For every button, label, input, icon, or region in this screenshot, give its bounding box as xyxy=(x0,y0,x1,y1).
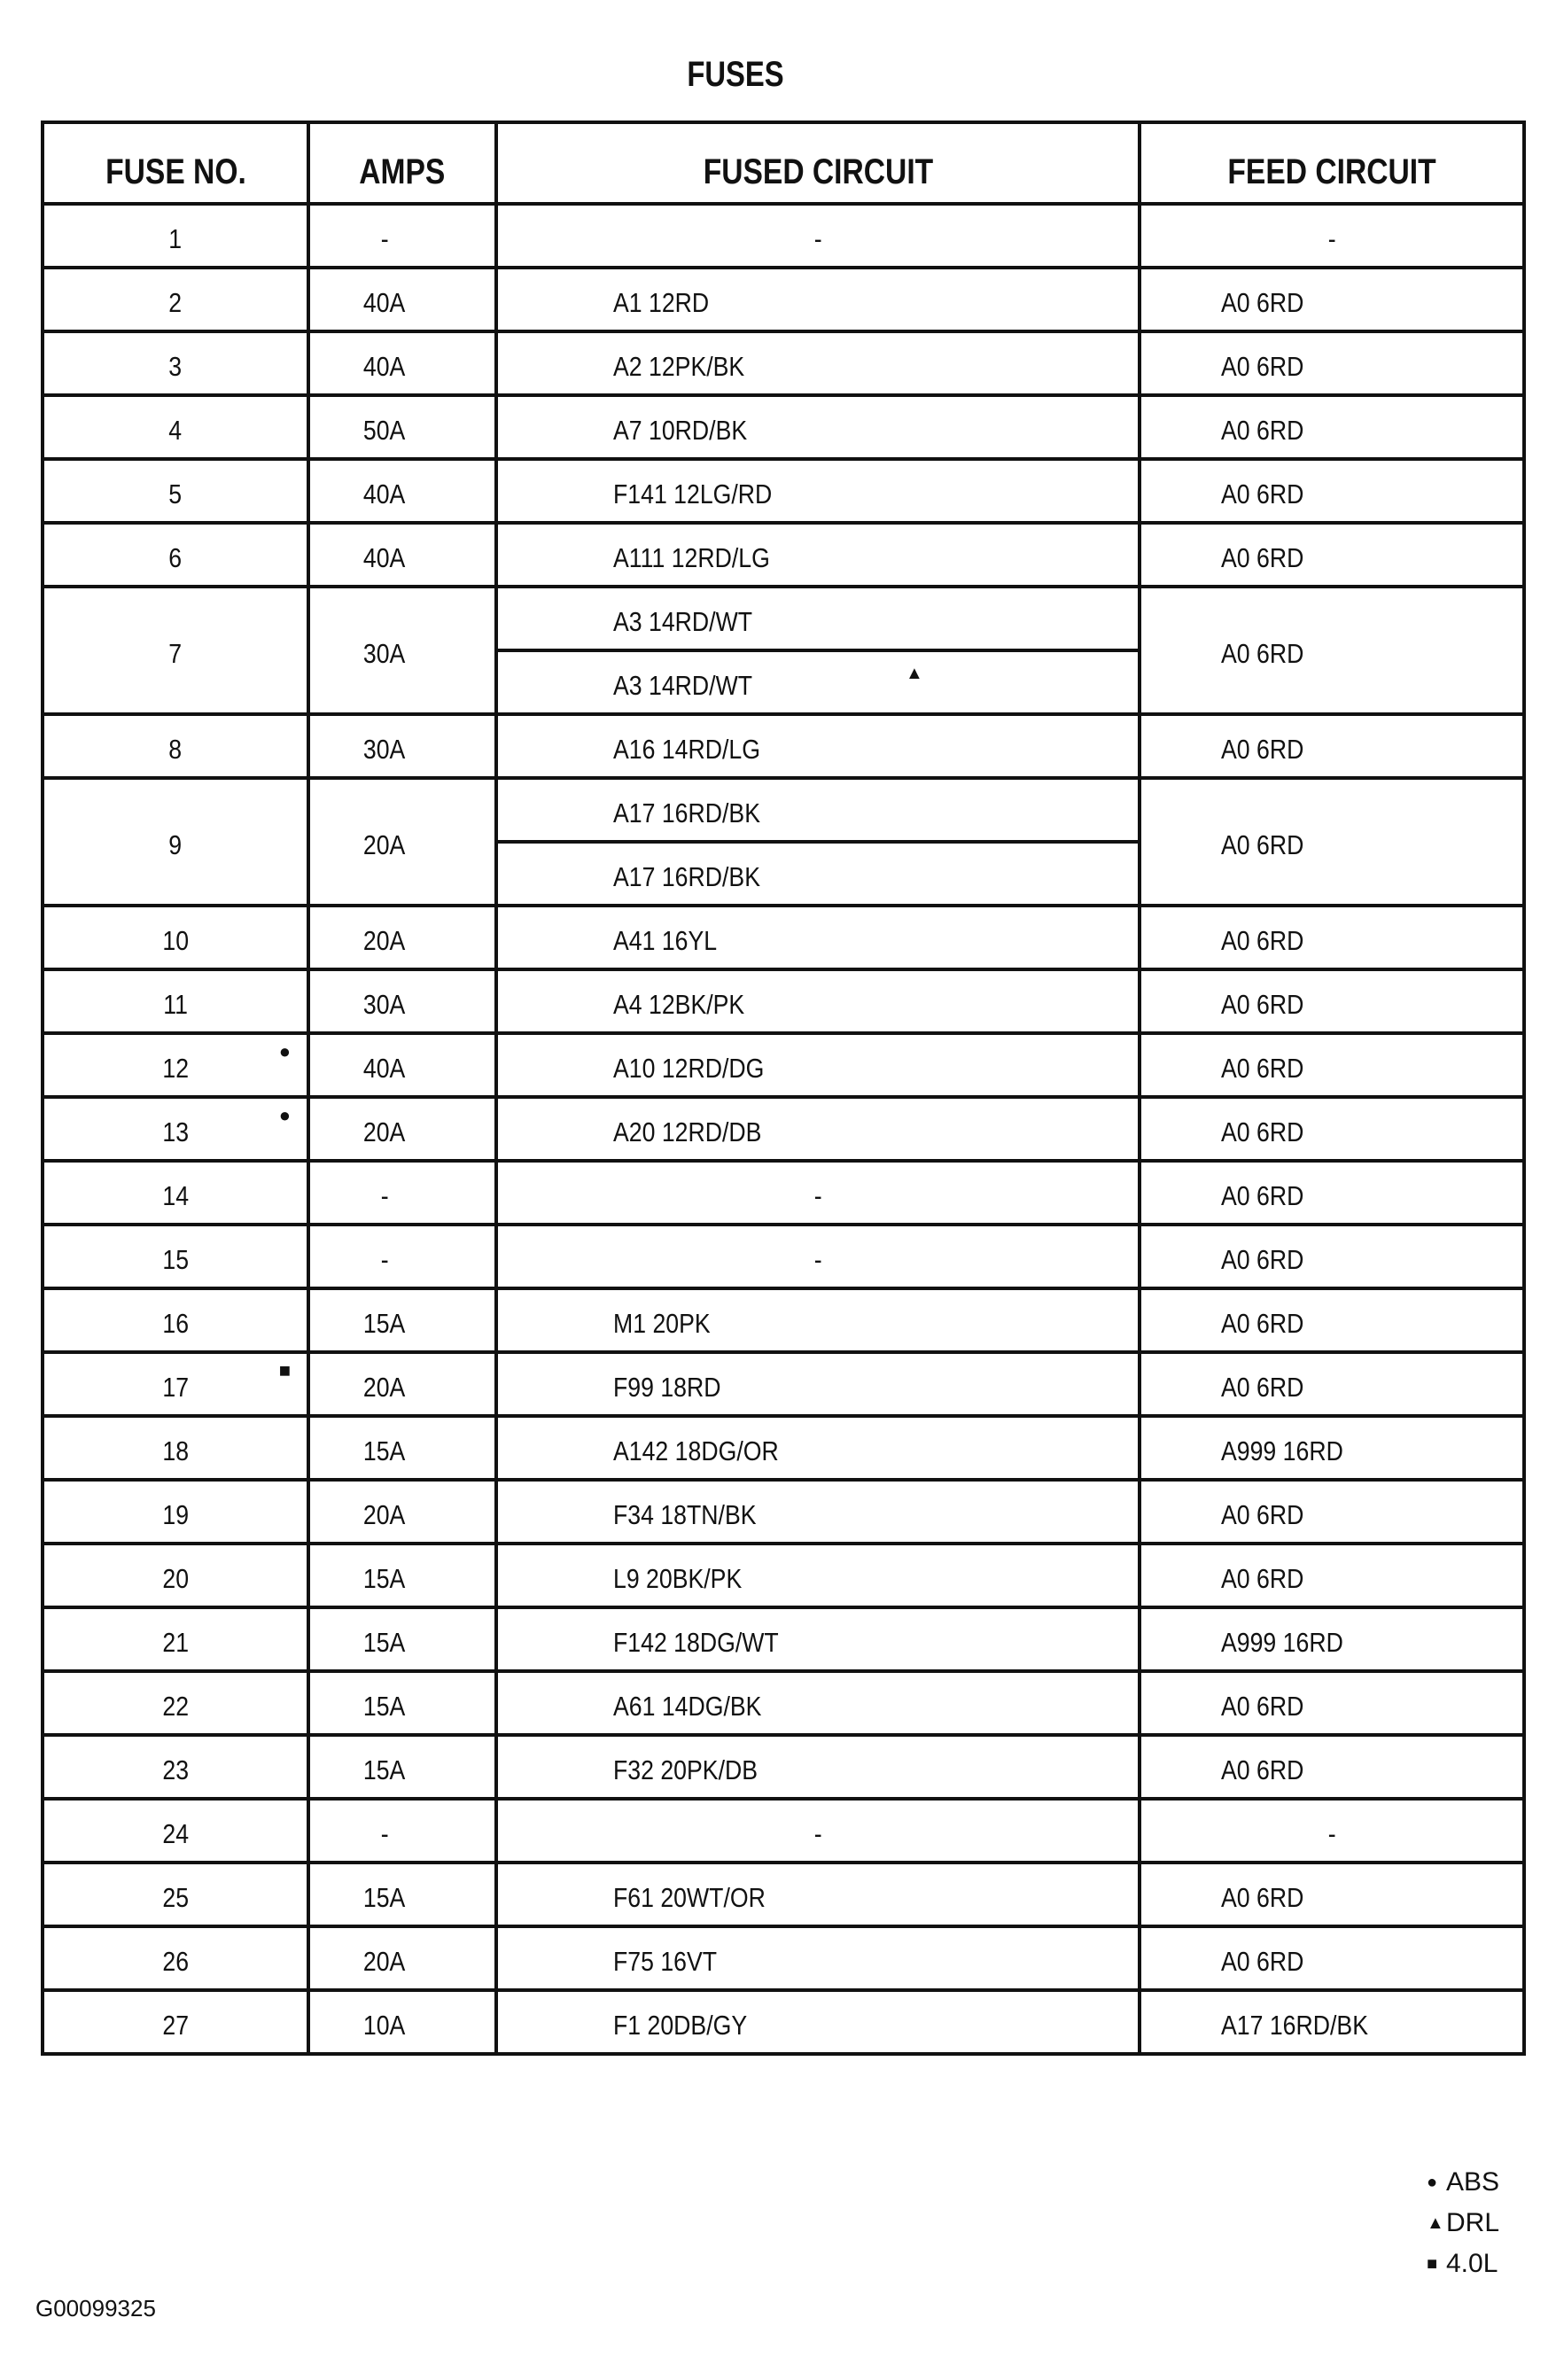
fused-circuit: A4 12BK/PK xyxy=(613,989,745,1020)
fused-circuit: F142 18DG/WT xyxy=(613,1627,779,1658)
amps-cell xyxy=(308,714,496,778)
fused-circuit: F99 18RD xyxy=(613,1372,721,1403)
amps-value: 50A xyxy=(363,415,406,446)
fused-circuit: A16 14RD/LG xyxy=(613,734,760,765)
feed-circuit-cell xyxy=(1140,1161,1524,1225)
amps-value: 20A xyxy=(363,1499,406,1530)
feed-circuit: A17 16RD/BK xyxy=(1221,2010,1368,2041)
fuse-number: 1 xyxy=(168,223,183,254)
amps-value: 30A xyxy=(363,734,406,765)
amps-value: 15A xyxy=(363,1308,406,1339)
fused-circuit: A3 14RD/WT xyxy=(613,606,753,637)
fuse-number-cell xyxy=(43,1544,308,1607)
feed-circuit: A0 6RD xyxy=(1221,478,1304,509)
fuse-number: 24 xyxy=(162,1818,189,1849)
fused-circuit-cell xyxy=(496,1161,1140,1225)
fused-circuit-cell xyxy=(496,1671,1140,1735)
fused-circuit: M1 20PK xyxy=(613,1308,711,1339)
amps-value: 15A xyxy=(363,1627,406,1658)
dot-icon: ● xyxy=(278,1104,291,1126)
fuse-number-cell xyxy=(43,331,308,395)
amps-cell xyxy=(308,268,496,331)
amps-value: 30A xyxy=(363,638,406,669)
fuse-number: 10 xyxy=(162,925,189,956)
header-feed-circuit: FEED CIRCUIT xyxy=(1140,122,1524,204)
figure-code: G00099325 xyxy=(35,2295,156,2322)
fuse-number: 6 xyxy=(168,542,183,573)
table-row xyxy=(43,1352,1524,1416)
amps-cell xyxy=(308,1671,496,1735)
fuse-number-cell xyxy=(43,1480,308,1544)
fused-circuit: F32 20PK/DB xyxy=(613,1754,759,1785)
fuse-number-cell xyxy=(43,204,308,268)
amps-value: 15A xyxy=(363,1754,406,1785)
amps-value: 15A xyxy=(363,1691,406,1722)
dot-icon: ● xyxy=(1427,2173,1438,2192)
fused-circuit-cell xyxy=(496,587,1140,650)
amps-cell xyxy=(308,587,496,714)
fuse-number-cell xyxy=(43,1097,308,1161)
fuse-number: 21 xyxy=(162,1627,189,1658)
amps-value: 15A xyxy=(363,1435,406,1466)
feed-circuit-cell xyxy=(1140,1863,1524,1926)
fuse-number-cell xyxy=(43,587,308,714)
fused-circuit-cell xyxy=(496,1416,1140,1480)
legend xyxy=(1427,2162,1533,2284)
fused-circuit-cell xyxy=(496,1225,1140,1288)
table-row xyxy=(43,1544,1524,1607)
fuse-number: 23 xyxy=(162,1754,189,1785)
fuse-number: 13 xyxy=(162,1116,189,1147)
feed-circuit: A0 6RD xyxy=(1221,415,1304,446)
header-fused-circuit: FUSED CIRCUIT xyxy=(496,122,1140,204)
fused-circuit-cell xyxy=(496,395,1140,459)
triangle-icon: ▲ xyxy=(1427,2213,1444,2233)
fuse-number-cell xyxy=(43,459,308,523)
fuse-number: 8 xyxy=(168,734,183,765)
fuse-number-cell xyxy=(43,395,308,459)
feed-circuit-cell xyxy=(1140,1799,1524,1863)
fused-circuit-cell xyxy=(496,1990,1140,2054)
amps-cell xyxy=(308,1480,496,1544)
amps-cell xyxy=(308,1416,496,1480)
amps-cell xyxy=(308,778,496,906)
table-row xyxy=(43,1799,1524,1863)
fuse-number-cell xyxy=(43,1799,308,1863)
table-row xyxy=(43,1288,1524,1352)
table-row xyxy=(43,1033,1524,1097)
table-row xyxy=(43,1863,1524,1926)
feed-circuit-cell xyxy=(1140,204,1524,268)
fuse-number-cell xyxy=(43,1607,308,1671)
feed-circuit: A0 6RD xyxy=(1221,1308,1304,1339)
fused-circuit-cell xyxy=(496,714,1140,778)
fused-circuit-cell xyxy=(496,1926,1140,1990)
feed-circuit-cell xyxy=(1140,1033,1524,1097)
fuse-number-cell xyxy=(43,1352,308,1416)
amps-cell xyxy=(308,1033,496,1097)
fused-circuit-cell xyxy=(496,459,1140,523)
fuse-number-cell xyxy=(43,1225,308,1288)
table-row xyxy=(43,906,1524,969)
fused-circuit: A142 18DG/OR xyxy=(613,1435,779,1466)
feed-circuit-cell xyxy=(1140,1480,1524,1544)
fuse-number: 16 xyxy=(162,1308,189,1339)
amps-cell xyxy=(308,1352,496,1416)
table-row xyxy=(43,204,1524,268)
fused-circuit-cell xyxy=(496,331,1140,395)
amps-cell xyxy=(308,204,496,268)
square-icon: ■ xyxy=(1427,2254,1438,2274)
feed-circuit-cell xyxy=(1140,1225,1524,1288)
fused-circuit: A20 12RD/DB xyxy=(613,1116,762,1147)
table-header-row xyxy=(43,122,1524,204)
amps-value: - xyxy=(380,223,389,254)
feed-circuit: A0 6RD xyxy=(1221,287,1304,318)
table-row xyxy=(43,587,1524,650)
amps-value: 15A xyxy=(363,1563,406,1594)
fuse-number: 11 xyxy=(163,989,188,1020)
fused-circuit: - xyxy=(813,223,822,254)
fuse-number: 15 xyxy=(162,1244,189,1275)
feed-circuit: A0 6RD xyxy=(1221,1882,1304,1913)
legend-item-4-0l: ■ 4.0L xyxy=(1427,2244,1533,2284)
fused-circuit: A61 14DG/BK xyxy=(613,1691,762,1722)
feed-circuit-cell xyxy=(1140,1926,1524,1990)
amps-cell xyxy=(308,1288,496,1352)
fused-circuit: A17 16RD/BK xyxy=(613,861,760,892)
amps-value: 15A xyxy=(363,1882,406,1913)
fused-circuit-cell xyxy=(496,1097,1140,1161)
fused-circuit-cell xyxy=(496,204,1140,268)
amps-value: 10A xyxy=(363,2010,406,2041)
amps-value: 40A xyxy=(363,1053,406,1084)
feed-circuit-cell xyxy=(1140,395,1524,459)
header-amps: AMPS xyxy=(308,122,496,204)
amps-value: 20A xyxy=(363,1372,406,1403)
fused-circuit-cell xyxy=(496,1033,1140,1097)
fuse-number: 5 xyxy=(168,478,183,509)
fuse-number-cell xyxy=(43,1671,308,1735)
fused-circuit-cell xyxy=(496,842,1140,906)
feed-circuit: A0 6RD xyxy=(1221,351,1304,382)
legend-item-drl: ▲DRL xyxy=(1427,2203,1533,2244)
fuse-number: 20 xyxy=(162,1563,189,1594)
fuse-number: 9 xyxy=(168,829,183,860)
fused-circuit: A2 12PK/BK xyxy=(613,351,745,382)
fuse-number: 3 xyxy=(168,351,183,382)
amps-cell xyxy=(308,1544,496,1607)
feed-circuit: A0 6RD xyxy=(1221,1946,1304,1977)
amps-value: 40A xyxy=(363,542,406,573)
feed-circuit-cell xyxy=(1140,523,1524,587)
fused-circuit: A41 16YL xyxy=(613,925,718,956)
feed-circuit-cell xyxy=(1140,268,1524,331)
table-row xyxy=(43,778,1524,842)
feed-circuit: A0 6RD xyxy=(1221,1116,1304,1147)
fused-circuit-cell xyxy=(496,1735,1140,1799)
fuse-number: 26 xyxy=(162,1946,189,1977)
amps-cell xyxy=(308,1607,496,1671)
fuse-number-cell xyxy=(43,1990,308,2054)
feed-circuit-cell xyxy=(1140,1544,1524,1607)
feed-circuit: A0 6RD xyxy=(1221,1691,1304,1722)
amps-value: 20A xyxy=(363,1946,406,1977)
table-row xyxy=(43,1225,1524,1288)
feed-circuit: A999 16RD xyxy=(1221,1627,1343,1658)
table-row xyxy=(43,714,1524,778)
amps-cell xyxy=(308,1799,496,1863)
fused-circuit-cell xyxy=(496,1480,1140,1544)
fused-circuit-cell xyxy=(496,969,1140,1033)
table-row xyxy=(43,1735,1524,1799)
fused-circuit: A1 12RD xyxy=(613,287,710,318)
feed-circuit: A0 6RD xyxy=(1221,638,1304,669)
amps-value: 20A xyxy=(363,829,406,860)
fused-circuit-cell xyxy=(496,1799,1140,1863)
amps-value: 40A xyxy=(363,478,406,509)
feed-circuit: - xyxy=(1327,1818,1336,1849)
table-row xyxy=(43,1097,1524,1161)
table-row xyxy=(43,1480,1524,1544)
feed-circuit: A0 6RD xyxy=(1221,1180,1304,1211)
feed-circuit: A0 6RD xyxy=(1221,1372,1304,1403)
fused-circuit: A10 12RD/DG xyxy=(613,1053,765,1084)
dot-icon: ● xyxy=(278,1040,291,1062)
fuse-number-cell xyxy=(43,1288,308,1352)
feed-circuit-cell xyxy=(1140,1097,1524,1161)
table-row xyxy=(43,1671,1524,1735)
table-row xyxy=(43,395,1524,459)
table-row xyxy=(43,1607,1524,1671)
fuse-number: 12 xyxy=(162,1053,189,1084)
feed-circuit-cell xyxy=(1140,1607,1524,1671)
feed-circuit-cell xyxy=(1140,459,1524,523)
fused-circuit: - xyxy=(813,1180,822,1211)
fused-circuit-cell xyxy=(496,906,1140,969)
feed-circuit-cell xyxy=(1140,1990,1524,2054)
amps-cell xyxy=(308,1161,496,1225)
feed-circuit-cell xyxy=(1140,714,1524,778)
fuse-number: 17 xyxy=(162,1372,189,1403)
fuse-number-cell xyxy=(43,1161,308,1225)
feed-circuit-cell xyxy=(1140,1416,1524,1480)
fused-circuit: - xyxy=(813,1244,822,1275)
fuses-table-body xyxy=(43,204,1524,2054)
amps-cell xyxy=(308,459,496,523)
feed-circuit: A0 6RD xyxy=(1221,829,1304,860)
amps-cell xyxy=(308,1863,496,1926)
fused-circuit-cell xyxy=(496,1352,1140,1416)
fused-circuit: F61 20WT/OR xyxy=(613,1882,766,1913)
amps-cell xyxy=(308,395,496,459)
feed-circuit-cell xyxy=(1140,969,1524,1033)
fuse-number-cell xyxy=(43,778,308,906)
feed-circuit: A0 6RD xyxy=(1221,989,1304,1020)
fuse-number-cell xyxy=(43,1735,308,1799)
fuse-number-cell xyxy=(43,1863,308,1926)
fused-circuit-cell xyxy=(496,1288,1140,1352)
fuse-number: 2 xyxy=(168,287,183,318)
fuse-number-cell xyxy=(43,906,308,969)
fuses-table xyxy=(41,121,1526,2056)
amps-value: - xyxy=(380,1818,389,1849)
fused-circuit-cell xyxy=(496,268,1140,331)
feed-circuit-cell xyxy=(1140,587,1524,714)
table-row xyxy=(43,1926,1524,1990)
feed-circuit: A0 6RD xyxy=(1221,1244,1304,1275)
fused-circuit-cell xyxy=(496,1544,1140,1607)
fuse-number: 14 xyxy=(162,1180,189,1211)
fused-circuit-cell xyxy=(496,1607,1140,1671)
amps-cell xyxy=(308,1990,496,2054)
feed-circuit-cell xyxy=(1140,1352,1524,1416)
fuse-number: 19 xyxy=(162,1499,189,1530)
fuse-number: 22 xyxy=(162,1691,189,1722)
fuse-number-cell xyxy=(43,969,308,1033)
amps-value: 40A xyxy=(363,351,406,382)
amps-value: 30A xyxy=(363,989,406,1020)
fuse-number: 4 xyxy=(168,415,183,446)
page-title: FUSES xyxy=(687,55,784,94)
feed-circuit-cell xyxy=(1140,778,1524,906)
fused-circuit-cell xyxy=(496,650,1140,714)
feed-circuit: A0 6RD xyxy=(1221,734,1304,765)
fused-circuit-cell xyxy=(496,523,1140,587)
fuse-number: 18 xyxy=(162,1435,189,1466)
fused-circuit: - xyxy=(813,1818,822,1849)
triangle-icon: ▲ xyxy=(906,664,923,683)
fuse-number: 25 xyxy=(162,1882,189,1913)
feed-circuit-cell xyxy=(1140,906,1524,969)
feed-circuit: A0 6RD xyxy=(1221,1754,1304,1785)
amps-value: 20A xyxy=(363,1116,406,1147)
feed-circuit-cell xyxy=(1140,1671,1524,1735)
feed-circuit-cell xyxy=(1140,1735,1524,1799)
fused-circuit: A17 16RD/BK xyxy=(613,797,760,828)
amps-cell xyxy=(308,1926,496,1990)
table-row xyxy=(43,1161,1524,1225)
fused-circuit: A3 14RD/WT xyxy=(613,670,753,701)
fuse-number-cell xyxy=(43,268,308,331)
fused-circuit: F75 16VT xyxy=(613,1946,718,1977)
feed-circuit: A0 6RD xyxy=(1221,1563,1304,1594)
table-row xyxy=(43,1416,1524,1480)
amps-value: - xyxy=(380,1180,389,1211)
fuse-number-cell xyxy=(43,1416,308,1480)
feed-circuit-cell xyxy=(1140,331,1524,395)
fused-circuit: A111 12RD/LG xyxy=(613,542,770,573)
legend-item-abs: ● ABS xyxy=(1427,2162,1533,2203)
amps-cell xyxy=(308,1225,496,1288)
fused-circuit: A7 10RD/BK xyxy=(613,415,748,446)
amps-value: - xyxy=(380,1244,389,1275)
amps-value: 20A xyxy=(363,925,406,956)
table-row xyxy=(43,523,1524,587)
amps-cell xyxy=(308,969,496,1033)
square-icon: ■ xyxy=(278,1359,291,1381)
fuse-number-cell xyxy=(43,714,308,778)
feed-circuit: A0 6RD xyxy=(1221,1053,1304,1084)
feed-circuit: - xyxy=(1327,223,1336,254)
amps-cell xyxy=(308,906,496,969)
feed-circuit-cell xyxy=(1140,1288,1524,1352)
table-row xyxy=(43,459,1524,523)
table-row xyxy=(43,268,1524,331)
feed-circuit: A0 6RD xyxy=(1221,925,1304,956)
feed-circuit: A0 6RD xyxy=(1221,1499,1304,1530)
table-row xyxy=(43,331,1524,395)
table-row xyxy=(43,1990,1524,2054)
fused-circuit-cell xyxy=(496,1863,1140,1926)
amps-cell xyxy=(308,331,496,395)
fused-circuit: F141 12LG/RD xyxy=(613,478,773,509)
fuse-number-cell xyxy=(43,1033,308,1097)
fused-circuit: F34 18TN/BK xyxy=(613,1499,757,1530)
fused-circuit-cell xyxy=(496,778,1140,842)
amps-cell xyxy=(308,523,496,587)
table-row xyxy=(43,969,1524,1033)
header-fuse-no: FUSE NO. xyxy=(43,122,308,204)
fuse-number: 27 xyxy=(162,2010,189,2041)
amps-cell xyxy=(308,1735,496,1799)
fused-circuit: F1 20DB/GY xyxy=(613,2010,748,2041)
feed-circuit: A999 16RD xyxy=(1221,1435,1343,1466)
amps-cell xyxy=(308,1097,496,1161)
amps-value: 40A xyxy=(363,287,406,318)
fuse-number-cell xyxy=(43,1926,308,1990)
feed-circuit: A0 6RD xyxy=(1221,542,1304,573)
fuse-number-cell xyxy=(43,523,308,587)
fuse-number: 7 xyxy=(168,638,183,669)
fused-circuit: L9 20BK/PK xyxy=(613,1563,743,1594)
